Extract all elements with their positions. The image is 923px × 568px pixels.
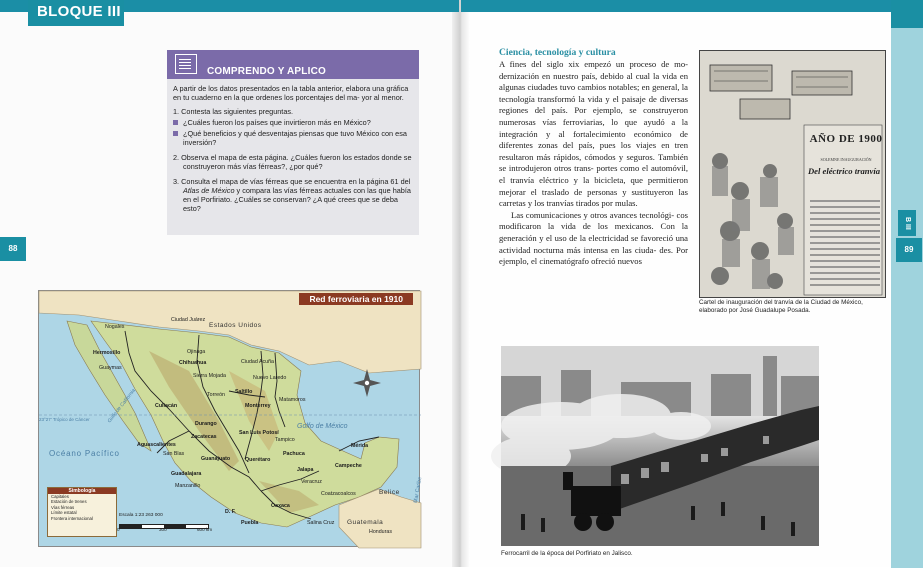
question-1: 1. Contesta las siguientes preguntas. [173, 107, 294, 116]
section-body [499, 59, 688, 268]
activity-body [173, 84, 413, 215]
map-label-saltillo: Saltillo [235, 389, 253, 395]
side-strip [891, 28, 923, 568]
section-title: Ciencia, tecnología y cultura [499, 47, 616, 58]
bullet-square-icon [173, 120, 178, 125]
map-label-jalapa: Jalapa [297, 467, 314, 473]
map-label-monterrey: Monterrey [245, 403, 271, 409]
map-label-aguascalientes: Aguascalientes [137, 442, 176, 448]
page-number-right: 89 [896, 238, 922, 262]
map-label-ciudad-juarez: Ciudad Juárez [171, 317, 206, 323]
legend-item: Vías férreas [51, 504, 75, 510]
map-title: Red ferroviaria en 1910 [299, 293, 413, 305]
book-gutter [452, 0, 470, 567]
tranvia-poster [699, 50, 886, 298]
legend-title: Simbología [48, 488, 116, 494]
side-band-top [891, 0, 923, 28]
map-label-nogales: Nogales [105, 324, 125, 330]
poster-subtitle: SOLEMNE INAUGURACIÓN [820, 157, 872, 162]
activity-title: COMPRENDO Y APLICO [207, 66, 326, 77]
map-label-campeche: Campeche [335, 463, 362, 469]
map-label-manzanillo: Manzanillo [175, 483, 201, 489]
railway-photo [501, 346, 819, 546]
activity-header [167, 50, 419, 79]
map-label-nuevo-laredo: Nuevo Laredo [253, 375, 287, 381]
map-label-guanajuato: Guanajuato [201, 456, 231, 462]
legend-item: Frontera internacional [51, 515, 93, 521]
question-1b: ¿Qué beneficios y qué desventajas piensas que tuvo México con esa inversión? [173, 129, 413, 147]
map-label-culiacan: Culiacán [155, 403, 178, 409]
top-bar-right [461, 0, 923, 12]
map-label-usa: Estados Unidos [209, 322, 262, 329]
map-label-torreon: Torreón [207, 392, 225, 398]
map-label-durango: Durango [195, 421, 217, 427]
notebook-icon [175, 54, 197, 74]
question-1a: ¿Cuáles fueron los países que invirtieron más en México? [173, 118, 413, 127]
map-label-queretaro: Querétaro [245, 457, 271, 463]
activity-intro: A partir de los datos presentados en la tabla anterior, elabora una gráfica en tu cuaderno en la que ordenes los porcentajes del ma- yor al menor. [173, 84, 409, 102]
map-label-coatzacoalcos: Coatzacoalcos [321, 491, 356, 497]
legend-item: Capitales [51, 494, 69, 499]
map-label-matamoros: Matamoros [279, 397, 306, 403]
legend-item: Límite estatal [51, 510, 77, 516]
photo-caption: Ferrocarril de la época del Porfiriato en Jalisco. [501, 550, 633, 557]
map-label-belice: Belice [379, 489, 400, 496]
map-label-oaxaca: Oaxaca [271, 503, 290, 509]
question-2: 2. Observa el mapa de esta página. ¿Cuáles fueron los estados donde se construyeron más vías férreas?, ¿por qué? [173, 153, 412, 171]
question-3: 3. Consulta el mapa de vías férreas que se encuentra en la página 61 del Atlas de México y compara las vías férreas actuales con las que había en el Porfiriato. ¿Cuáles se conservan? ¿A qué crees que se deba esto? [173, 177, 411, 213]
map-label-merida: Mérida [351, 443, 369, 449]
activity-box [167, 50, 419, 235]
poster-text-lines [810, 196, 880, 290]
map-label-san-luis-potosi: San Luis Potosí [239, 430, 279, 436]
legend-item: Estación de trenes [51, 499, 87, 505]
map-label-tropic: 23°27' Trópico de Cáncer [39, 417, 90, 422]
map-label-ojinaga: Ojinaga [187, 349, 206, 355]
scale-mark: 300 [159, 527, 167, 532]
map-label-ciudad-acuna: Ciudad Acuña [241, 359, 274, 365]
map-label-veracruz: Veracruz [301, 479, 322, 485]
paragraph-1: A fines del siglo xix empezó un proceso de mo- dernización en nuestro país, debido al cual la vida en algunas ciudades tuvo cambios notables; en general, la tecnología transformó la vida y el paisaje de diversas regiones del país. Por ejemplo, se construyeron numerosas vías ferroviarias, lo que ayudó a la integración y al fortalecimiento económico de diferentes zonas del país, pues los viajes en tren resultaron más rápidos, cómodos y seguros. También se introdujeron otros trans- portes como el automóvil, el tranvía eléctrico y la bicicleta, que permitieron mejorar el traslado de personas y sustituyeron las carretas y los tranvías tirados por mulas. [499, 59, 688, 209]
poster-main-title: Del eléctrico tranvía [807, 166, 881, 176]
bloque-label: BLOQUE III [28, 0, 124, 26]
map-label-mar-caribe: Mar Caribe [412, 476, 424, 504]
map-label-gulf-california: Golfo de California [106, 387, 137, 425]
map-label-sierra-mojada: Sierra Mojada [193, 373, 226, 379]
map-label-chihuahua: Chihuahua [179, 360, 207, 366]
map-label-san-blas: San Blas [163, 451, 185, 457]
map-label-gulf-mexico: Golfo de México [297, 423, 348, 430]
scale-mark: 600 km [197, 527, 213, 532]
map-label-pacific: Océano Pacífico [49, 449, 120, 458]
paragraph-2: Las comunicaciones y otros avances tecnológi- cos modificaron la vida de los mexicanos. Con la generación y el uso de la electricidad se favoreció una actividad nocturna más intensa en las ciuda- des. Por ejemplo, el cinematógrafo ofreció nuevos [499, 209, 688, 267]
railway-map [38, 290, 424, 547]
map-label-zacatecas: Zacatecas [191, 434, 217, 440]
scale-mark: 0 [117, 527, 120, 532]
map-label-pachuca: Pachuca [283, 451, 305, 457]
map-label-honduras: Honduras [369, 529, 392, 535]
map-legend [47, 487, 117, 537]
map-label-salina-cruz: Salina Cruz [307, 520, 335, 526]
poster-year: AÑO DE 1900 [809, 133, 883, 145]
map-label-df: D. F. [225, 509, 236, 515]
page-number-left: 88 [0, 237, 26, 261]
map-label-hermosillo: Hermosillo [93, 350, 121, 356]
side-tab-label: B III [898, 210, 916, 236]
map-scale: Escala 1:23 263 000 [119, 513, 163, 518]
map-label-puebla: Puebla [241, 520, 259, 526]
map-label-guaymas: Guaymas [99, 365, 122, 371]
bullet-square-icon [173, 131, 178, 136]
photo-graphic [501, 346, 819, 546]
map-label-guatemala: Guatemala [347, 519, 384, 526]
map-label-guadalajara: Guadalajara [171, 471, 202, 477]
poster-caption: Cartel de inauguración del tranvía de la Ciudad de México, elaborado por José Guadalupe Posada. [699, 299, 863, 314]
map-label-tampico: Tampico [275, 437, 295, 443]
